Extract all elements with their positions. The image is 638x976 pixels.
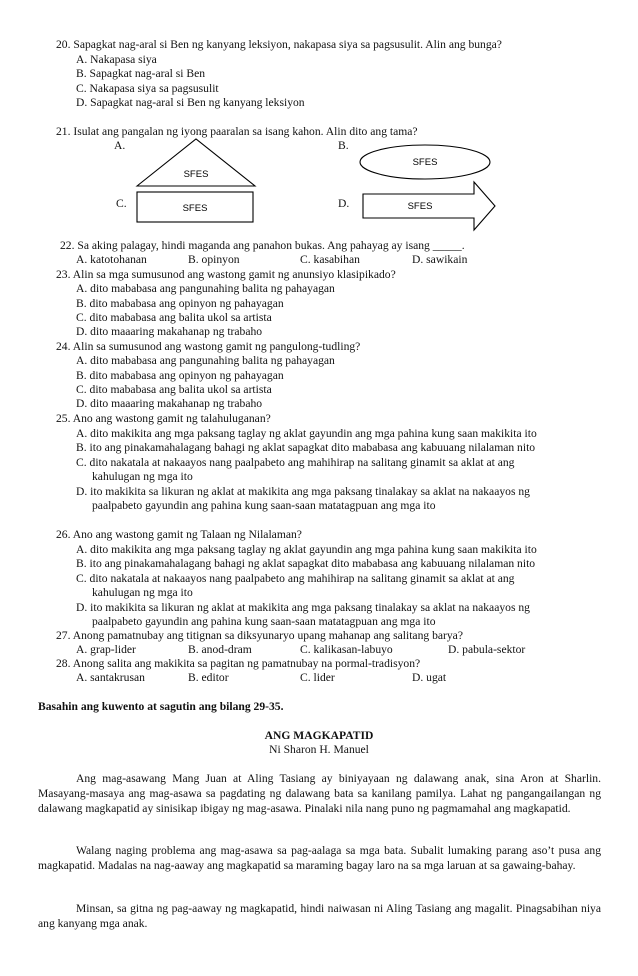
question-25-stem: 25. Ano ang wastong gamit ng talahuluganan?: [56, 412, 271, 425]
question-23-option-b: B. dito mababasa ang opinyon ng pahayagan: [76, 297, 284, 310]
question-24-option-b: B. dito mababasa ang opinyon ng pahayagan: [76, 369, 284, 382]
question-26-option-c-continued: kahulugan ng mga ito: [92, 586, 193, 599]
question-27-option-b: B. anod-dram: [188, 643, 252, 656]
question-27-stem: 27. Anong pamatnubay ang titignan sa diksyunaryo upang mahanap ang salitang barya?: [56, 629, 463, 642]
question-20-option-a: A. Nakapasa siya: [76, 53, 157, 66]
question-25-option-d: D. ito makikita sa likuran ng aklat at makikita ang mga paksang tinalakay sa aklat na nakaayos ng: [76, 485, 530, 498]
question-22-option-a: A. katotohanan: [76, 253, 147, 266]
question-23-option-d: D. dito maaaring makahanap ng trabaho: [76, 325, 263, 338]
story-title: ANG MAGKAPATID: [264, 729, 374, 742]
question-25-option-a: A. dito makikita ang mga paksang taglay ng aklat gayundin ang mga pahina kung saan makikita ito: [76, 427, 537, 440]
question-25-option-d-continued: paalpabeto gayundin ang pahina kung saan-saan matatagpuan ang mga ito: [92, 499, 436, 512]
triangle-label: SFES: [183, 169, 209, 180]
question-21-letter-a: A.: [114, 139, 126, 152]
story-paragraph-1: Ang mag-asawang Mang Juan at Aling Tasiang ay biniyayaan ng dalawang anak, sina Aron at Sharlin. Masayang-masaya ang mag-asawa sa pagdating ng dalawang bata sa kanilang pamilya. Lahat ng pangangailangan ng dalawang magkapatid ay sinisikap ibigay ng mag-asawa. Pinalaki nila nang puno ng pagmamahal ang magkapatid.: [38, 772, 601, 815]
question-22-option-c: C. kasabihan: [300, 253, 360, 266]
question-22-option-b: B. opinyon: [188, 253, 240, 266]
question-26-option-d-continued: paalpabeto gayundin ang pahina kung saan-saan matatagpuan ang mga ito: [92, 615, 436, 628]
question-21-letter-c: C.: [116, 197, 127, 210]
oval-label: SFES: [412, 157, 438, 168]
question-26-option-c: C. dito nakatala at nakaayos nang paalpabeto ang mahihirap na salitang ginamit sa aklat at ang: [76, 572, 515, 585]
story-paragraph-2: Walang naging problema ang mag-asawa sa pag-aalaga sa mga bata. Subalit lumaking parang aso’t pusa ang magkapatid. Madalas na nag-aaway ang magkapatid sa maraming bagay laro na sa mga laruan at sa gawaing-bahay.: [38, 844, 601, 872]
question-28-option-d: D. ugat: [412, 671, 447, 684]
reading-instruction: Basahin ang kuwento at sagutin ang bilang 29-35.: [38, 700, 284, 713]
question-26-option-a: A. dito makikita ang mga paksang taglay ng aklat gayundin ang mga pahina kung saan makikita ito: [76, 543, 537, 556]
question-28-option-a: A. santakrusan: [76, 671, 145, 684]
triangle-shape: [137, 139, 255, 186]
question-24-option-c: C. dito mababasa ang balita ukol sa artista: [76, 383, 272, 396]
question-20-option-d: D. Sapagkat nag-aral si Ben ng kanyang leksiyon: [76, 96, 305, 109]
question-25-option-c-continued: kahulugan ng mga ito: [92, 470, 193, 483]
question-20-option-c: C. Nakapasa siya sa pagsusulit: [76, 82, 219, 95]
question-28-option-b: B. editor: [188, 671, 229, 684]
question-25-option-b: B. ito ang pinakamahalagang bahagi ng aklat sapagkat dito mababasa ang kabuuang nilalaman nito: [76, 441, 536, 454]
question-22-option-d: D. sawikain: [412, 253, 468, 266]
story-author: Ni Sharon H. Manuel: [269, 743, 369, 756]
rectangle-label: SFES: [182, 203, 208, 214]
story-paragraph-3: Minsan, sa gitna ng pag-aaway ng magkapatid, hindi naiwasan ni Aling Tasiang ang magalit. Pinagsabihan niya ang kanyang mga anak.: [38, 902, 601, 930]
question-24-option-d: D. dito maaaring makahanap ng trabaho: [76, 397, 263, 410]
question-21-stem: 21. Isulat ang pangalan ng iyong paaralan sa isang kahon. Alin dito ang tama?: [56, 125, 418, 138]
question-23-stem: 23. Alin sa mga sumusunod ang wastong gamit ng anunsiyo klasipikado?: [56, 268, 396, 281]
question-27-option-a: A. grap-lider: [76, 643, 136, 656]
question-25-option-c: C. dito nakatala at nakaayos nang paalpabeto ang mahihirap na salitang ginamit sa aklat at ang: [76, 456, 515, 469]
question-26-option-b: B. ito ang pinakamahalagang bahagi ng aklat sapagkat dito mababasa ang kabuuang nilalaman nito: [76, 557, 536, 570]
question-23-option-c: C. dito mababasa ang balita ukol sa artista: [76, 311, 272, 324]
oval-shape: [360, 145, 490, 179]
question-24-stem: 24. Alin sa sumusunod ang wastong gamit ng pangulong-tudling?: [56, 340, 361, 353]
question-22-stem: 22. Sa aking palagay, hindi maganda ang panahon bukas. Ang pahayag ay isang _____.: [60, 239, 465, 252]
question-28-option-c: C. lider: [300, 671, 335, 684]
question-24-option-a: A. dito mababasa ang pangunahing balita ng pahayagan: [76, 354, 335, 367]
rectangle-shape: [137, 192, 253, 222]
question-21-letter-d: D.: [338, 197, 350, 210]
question-23-option-a: A. dito mababasa ang pangunahing balita ng pahayagan: [76, 282, 335, 295]
question-21-shapes: [0, 0, 638, 240]
question-28-stem: 28. Anong salita ang makikita sa pagitan ng pamatnubay na pormal-tradisyon?: [56, 657, 421, 670]
question-21-letter-b: B.: [338, 139, 349, 152]
question-26-stem: 26. Ano ang wastong gamit ng Talaan ng Nilalaman?: [56, 528, 302, 541]
question-26-option-d: D. ito makikita sa likuran ng aklat at makikita ang mga paksang tinalakay sa aklat na nakaayos ng: [76, 601, 530, 614]
question-27-option-c: C. kalikasan-labuyo: [300, 643, 393, 656]
question-20-stem: 20. Sapagkat nag-aral si Ben ng kanyang leksiyon, nakapasa siya sa pagsusulit. Alin ang bunga?: [56, 38, 502, 51]
question-20-option-b: B. Sapagkat nag-aral si Ben: [76, 67, 206, 80]
question-27-option-d: D. pabula-sektor: [448, 643, 526, 656]
arrow-shape: [363, 182, 495, 230]
arrow-label: SFES: [407, 201, 433, 212]
